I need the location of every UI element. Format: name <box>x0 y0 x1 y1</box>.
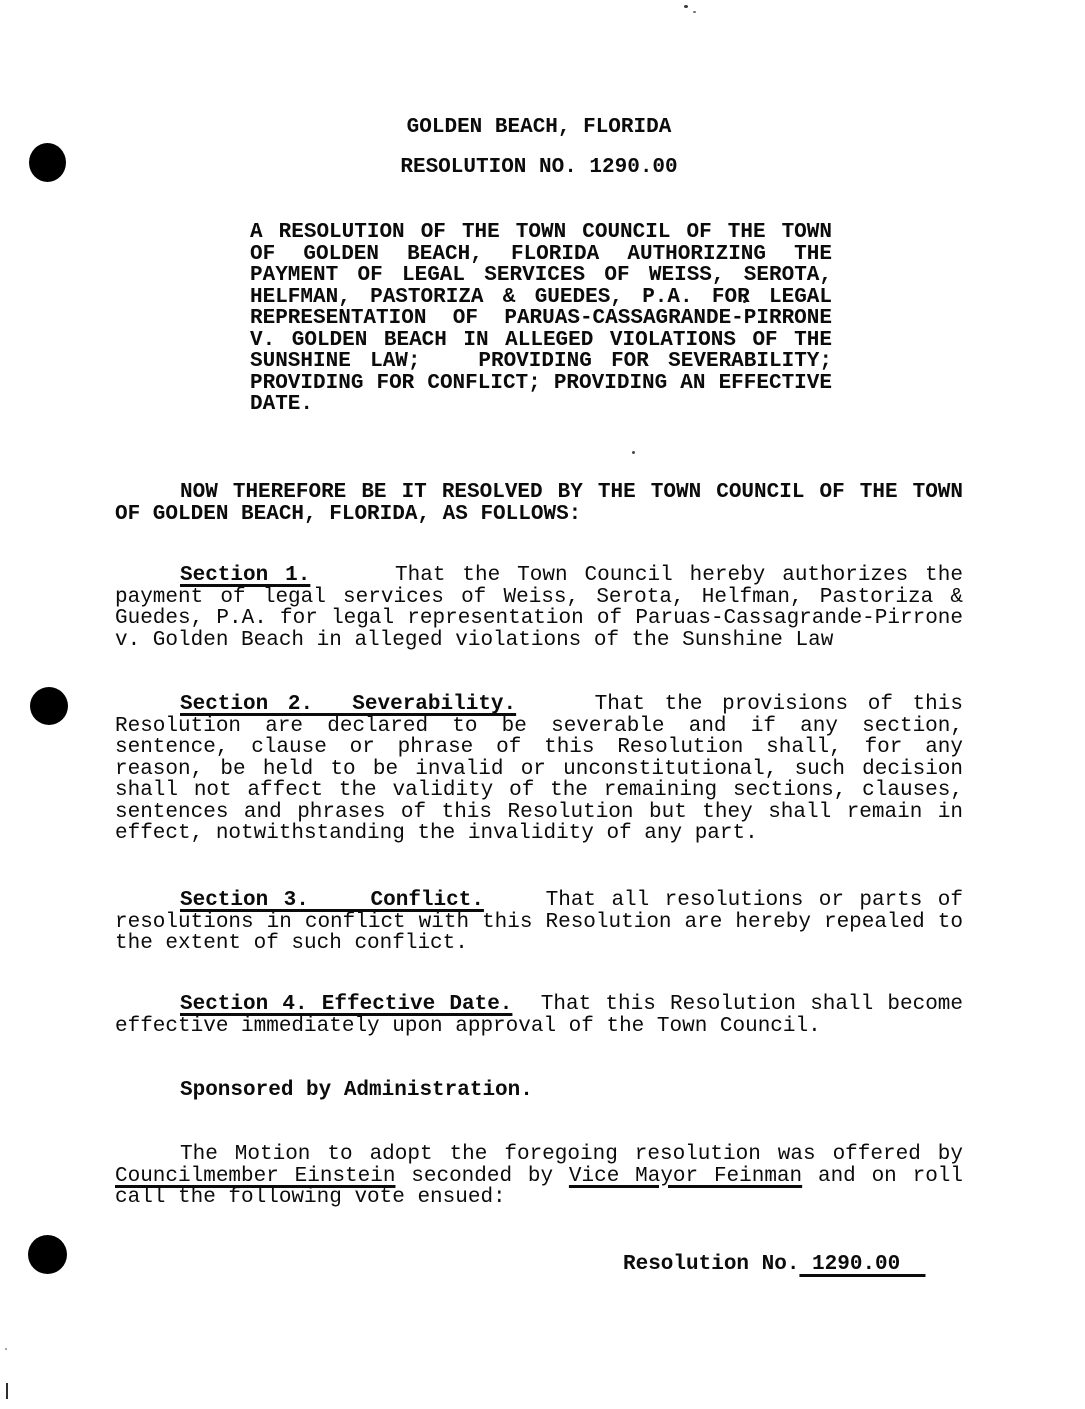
councilmember-name: Councilmember Einstein <box>115 1164 396 1188</box>
vice-mayor-name: Vice Mayor Feinman <box>568 1164 803 1188</box>
sponsored-by-line: Sponsored by Administration. <box>180 1079 533 1102</box>
motion-middle: seconded by <box>395 1164 569 1188</box>
scan-speck <box>5 1348 7 1350</box>
motion-lead: The Motion to adopt the foregoing resolution was offered by <box>180 1143 963 1166</box>
section-2-paragraph <box>115 694 963 845</box>
motion-tail: and on roll call the following vote ensued: <box>115 1164 963 1209</box>
hole-punch-icon <box>30 687 68 725</box>
section-4-paragraph <box>115 994 963 1037</box>
resolved-clause: NOW THEREFORE BE IT RESOLVED BY THE TOWN COUNCIL OF THE TOWN OF GOLDEN BEACH, FLORIDA, AS FOLLOWS: <box>115 481 963 526</box>
footer-resolution-number <box>623 1254 963 1276</box>
edge-tick-mark <box>6 1383 8 1399</box>
section-3-paragraph <box>115 890 963 955</box>
section-2-body: That the provisions of this Resolution are declared to be severable and if any section, sentence, clause or phrase of this Resolution shall, for any reason, be held to be invalid or unconstitutional, such decision shall not affect the validity of the remaining sections, clauses, sentences and phrases of this Resolution but they shall remain in effect, notwithstanding the invalidity of any part. <box>115 693 963 845</box>
section-3-heading: Section 3. Conflict. <box>180 889 484 912</box>
hole-punch-icon <box>28 1235 67 1274</box>
section-1-heading: Section 1. <box>180 564 311 587</box>
document-location-title: GOLDEN BEACH, FLORIDA <box>406 116 672 139</box>
document-body <box>115 0 963 1276</box>
resolution-number-title: RESOLUTION NO. 1290.00 <box>400 156 678 179</box>
section-2-heading: Section 2. Severability. <box>180 693 517 716</box>
section-4-body: That this Resolution shall become effective immediately upon approval of the Town Council. <box>115 993 964 1038</box>
motion-paragraph <box>115 1144 963 1209</box>
section-1-paragraph <box>115 565 963 651</box>
section-3-body: That all resolutions or parts of resolutions in conflict with this Resolution are hereby repealed to the extent of such conflict. <box>115 889 963 955</box>
section-4-heading: Section 4. Effective Date. <box>180 993 513 1016</box>
hole-punch-icon <box>29 143 66 182</box>
footer-resolution-value: 1290.00 <box>799 1253 926 1276</box>
section-1-body: That the Town Council hereby authorizes the payment of legal services of Weiss, Serota, Helfman, Pastoriza & Guedes, P.A. for legal representation of Paruas-Cassagrande-Pirrone v. Golden Beach in alleged violations of the Sunshine Law <box>115 564 963 652</box>
resolution-preamble: A RESOLUTION OF THE TOWN COUNCIL OF THE TOWN OF GOLDEN BEACH, FLORIDA AUTHORIZING THE PAYMENT OF LEGAL SERVICES OF WEISS, SEROTA, HELFMAN, PASTORIZA & GUEDES, P.A. FOR LEGAL REPRESENTATION OF PARUAS-CASSAGRANDE-PIRRONE V. GOLDEN BEACH IN ALLEGED VIOLATIONS OF THE SUNSHINE LAW; PROVIDING FOR SEVERABILITY; PROVIDING FOR CONFLICT; PROVIDING AN EFFECTIVE DATE. <box>250 221 832 416</box>
footer-resolution-label: Resolution No. <box>623 1253 800 1276</box>
